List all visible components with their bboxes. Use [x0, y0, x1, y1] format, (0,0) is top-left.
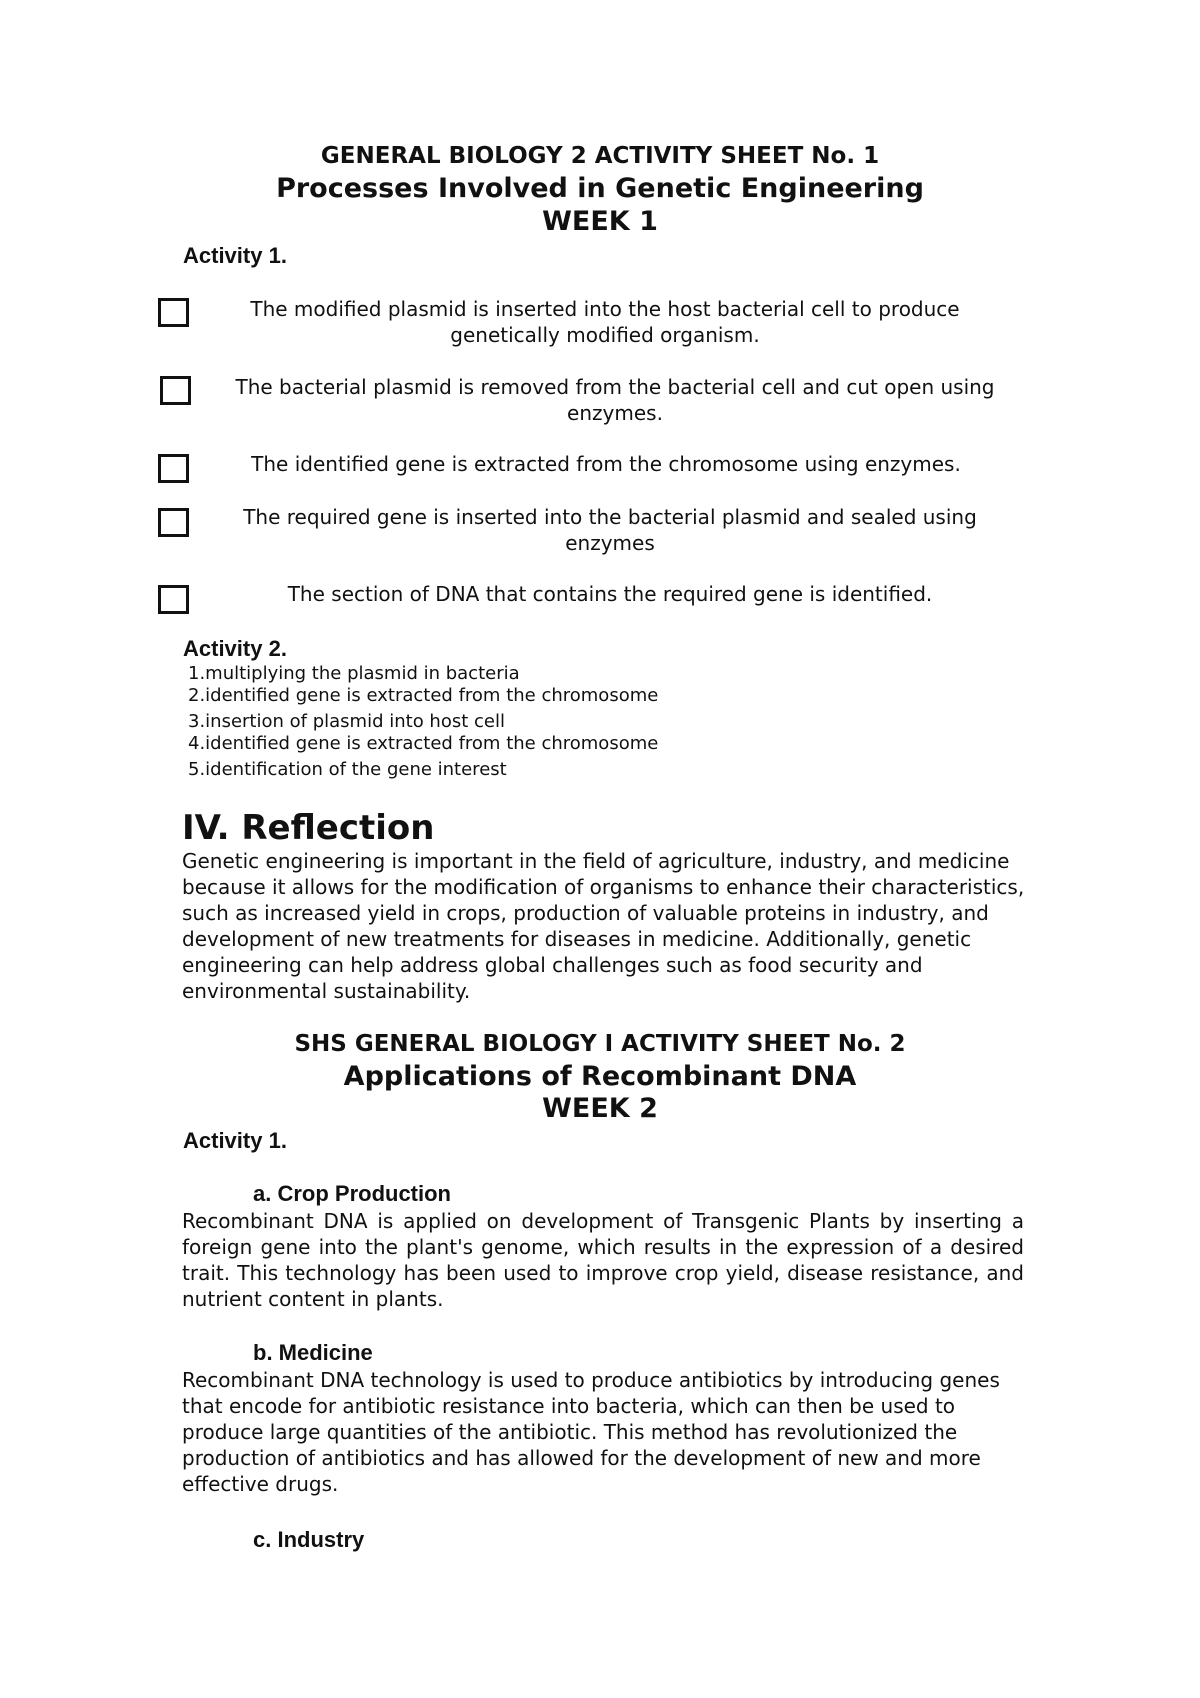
sheet1-title: Processes Involved in Genetic Engineering [276, 173, 924, 204]
reflection-text: Genetic engineering is important in the field of agriculture, industry, and medicine because it allows for the modification of organisms to enhance their characteristics, such as increased yield in crops, production of valuable proteins in industry, and development of new treatments for diseases in medicine. Additionally, genetic engineering can help address global challenges such as food security and environmental sustainability. [182, 849, 1025, 1003]
sheet1-activity1-label: Activity 1. [183, 243, 287, 268]
checkbox[interactable] [158, 585, 189, 614]
list-item: 2.identified gene is extracted from the chromosome [188, 685, 659, 706]
reflection-heading: IV. Reflection [182, 808, 435, 848]
sheet2-heading: SHS GENERAL BIOLOGY I ACTIVITY SHEET No. 2 [294, 1031, 906, 1057]
section-text-medicine: Recombinant DNA technology is used to produce antibiotics by introducing genes that encode for antibiotic resistance into bacteria, which can then be used to produce large quantities of the antibiotic. This method has revolutionized the production of antibiotics and has allowed for the development of new and more effective drugs. [182, 1368, 1000, 1496]
section-heading-medicine: b. Medicine [253, 1340, 373, 1365]
section-heading-crop-production: a. Crop Production [253, 1181, 451, 1206]
list-item: 5.identification of the gene interest [188, 759, 507, 780]
sheet2-title: Applications of Recombinant DNA [343, 1061, 857, 1092]
checklist-item-text: The bacterial plasmid is removed from the bacterial cell and cut open using enzymes. [235, 375, 995, 425]
checkbox[interactable] [158, 454, 189, 483]
sheet1-heading: GENERAL BIOLOGY 2 ACTIVITY SHEET No. 1 [320, 143, 880, 169]
checklist-item-text: The required gene is inserted into the bacterial plasmid and sealed using enzymes [243, 505, 977, 555]
list-item: 4.identified gene is extracted from the chromosome [188, 733, 659, 754]
section-text-crop-production: Recombinant DNA is applied on development of Transgenic Plants by inserting a foreign gene into the plant's genome, which results in the expression of a desired trait. This technology has been used to improve crop yield, disease resistance, and nutrient content in plants. [182, 1209, 1024, 1311]
list-item: 3.insertion of plasmid into host cell [188, 711, 505, 732]
sheet1-week: WEEK 1 [542, 206, 658, 237]
sheet2-activity1-label: Activity 1. [183, 1128, 287, 1153]
list-item: 1.multiplying the plasmid in bacteria [188, 663, 520, 684]
checklist-item-text: The modified plasmid is inserted into the host bacterial cell to produce genetically modified organism. [250, 297, 960, 347]
sheet1-activity2-label: Activity 2. [183, 636, 287, 661]
sheet2-week: WEEK 2 [542, 1093, 658, 1124]
checklist-item-text: The section of DNA that contains the required gene is identified. [287, 582, 933, 606]
section-heading-industry: c. Industry [253, 1527, 365, 1552]
checkbox[interactable] [158, 298, 189, 327]
checkbox[interactable] [160, 376, 191, 405]
checklist-item-text: The identified gene is extracted from the chromosome using enzymes. [251, 452, 961, 476]
checkbox[interactable] [158, 508, 189, 537]
